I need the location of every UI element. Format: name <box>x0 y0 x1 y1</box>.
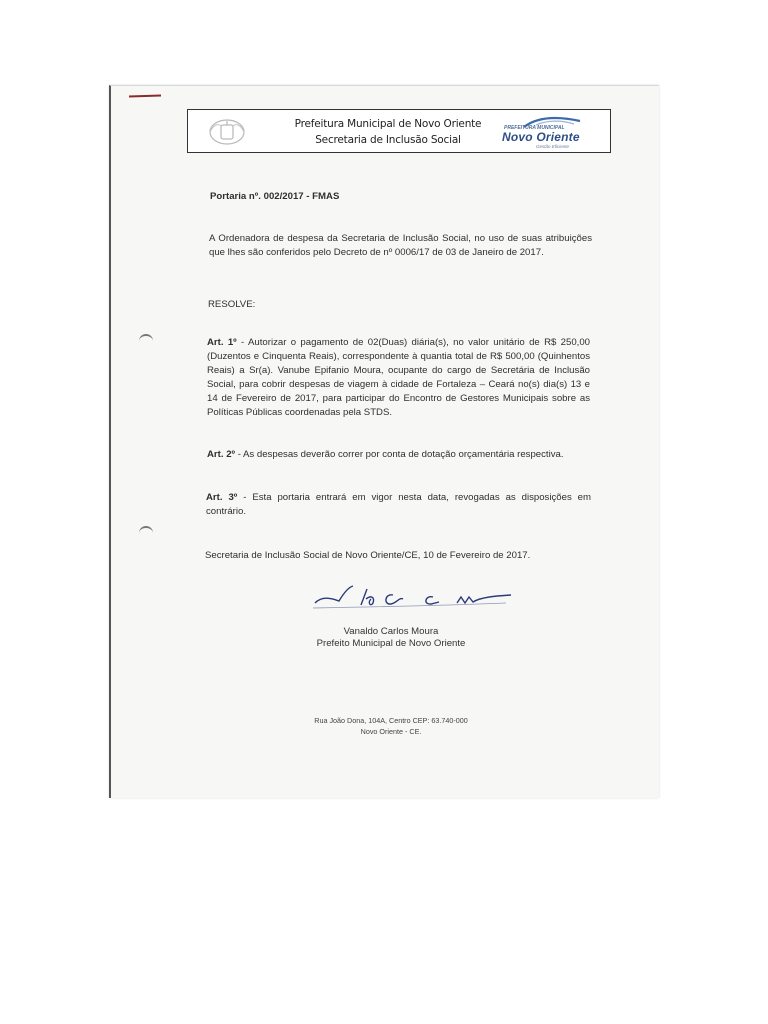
article-2-label: Art. 2º <box>207 449 236 460</box>
article-1-label: Art. 1º <box>207 337 237 348</box>
punch-hole-icon <box>139 334 153 344</box>
article-1-text: - Autorizar o pagamento de 02(Duas) diária(s), no valor unitário de R$ 250,00 (Duzentos e Cinquenta Reais), correspondente à quantia total de R$ 500,00 (Quinhentos Reais) a Sr(a). Vanube Epifanio Moura, ocupante do cargo de Secretária de Inclusão Social, para cobrir despesas de viagem à cidade de Fortaleza – Ceará no(s) dia(s) 13 e 14 de Fevereiro de 2017, para participar do Encontro de Gestores Municipais sobre as Políticas Públicas coordenadas pela STDS. <box>207 337 591 418</box>
punch-hole-icon <box>139 526 153 536</box>
letterhead-line-1: Prefeitura Municipal de Novo Oriente <box>294 118 482 130</box>
logo-name: Novo Oriente <box>502 130 580 144</box>
resolve-heading: RESOLVE: <box>208 299 256 310</box>
novo-oriente-logo <box>500 115 598 149</box>
handwritten-signature <box>311 581 516 615</box>
signer-name: Vanaldo Carlos Moura <box>343 626 439 637</box>
signer-role: Prefeito Municipal de Novo Oriente <box>316 638 466 649</box>
place-and-date: Secretaria de Inclusão Social de Novo Oriente/CE, 10 de Fevereiro de 2017. <box>205 550 531 561</box>
footer-address <box>291 715 491 737</box>
scan-mark <box>129 94 161 97</box>
municipal-crest-icon <box>204 117 250 147</box>
article-1 <box>207 336 590 420</box>
footer-street: Rua João Dona, 104A, Centro CEP: 63.740-000 <box>314 716 468 725</box>
logo-small-text: PREFEITURA MUNICIPAL <box>504 125 565 131</box>
article-2-text: - As despesas deverão correr por conta de dotação orçamentária respectiva. <box>235 449 564 460</box>
intro-paragraph: A Ordenadora de despesa da Secretaria de Inclusão Social, no uso de suas atribuições que lhes são conferidos pelo Decreto de nº 0006/17 de 03 de Janeiro de 2017. <box>209 233 592 258</box>
signer-block <box>291 626 491 650</box>
article-3 <box>206 491 591 519</box>
logo-tagline: Gestão Eficiente <box>536 144 570 149</box>
scanned-page <box>109 85 659 798</box>
footer-city: Novo Oriente - CE. <box>360 727 422 736</box>
article-2 <box>207 448 590 462</box>
document-title: Portaria nº. 002/2017 - FMAS <box>210 191 340 202</box>
letterhead <box>187 109 611 153</box>
article-3-label: Art. 3º <box>206 492 238 503</box>
article-3-text: - Esta portaria entrará em vigor nesta data, revogadas as disposições em contrário. <box>206 492 592 517</box>
letterhead-line-2: Secretaria de Inclusão Social <box>315 134 461 146</box>
